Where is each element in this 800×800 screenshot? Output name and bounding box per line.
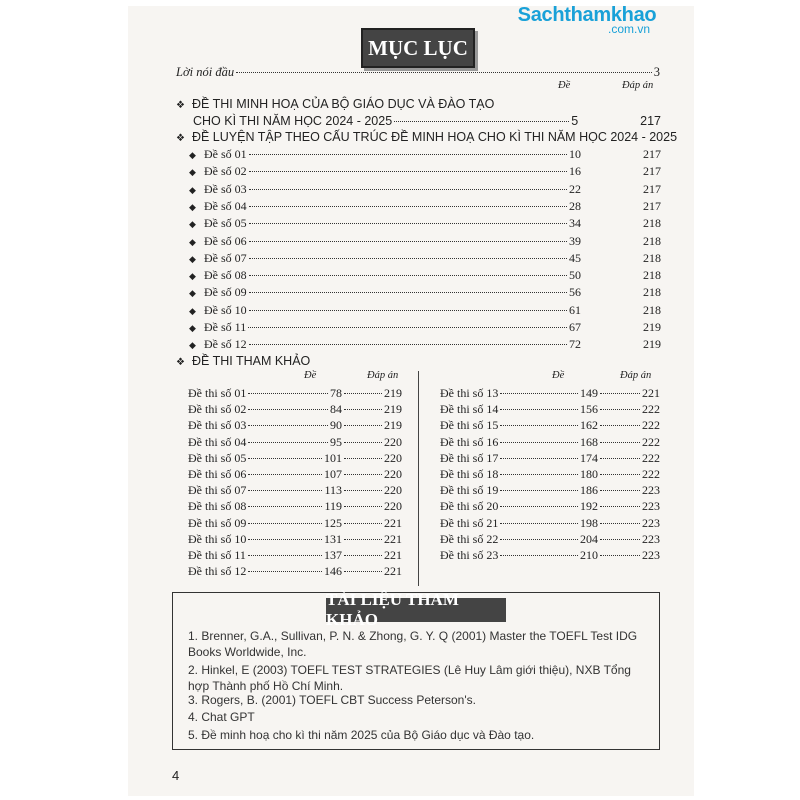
diamond-bullet-icon: ❖: [176, 133, 185, 144]
dot-leader: [344, 522, 382, 524]
section3-left-item-row: [188, 386, 402, 401]
section3-title: [176, 354, 310, 368]
section2-item-label: Đề số 04: [204, 198, 247, 213]
section3-right-item-dapan: 223: [642, 499, 660, 514]
section3-right-item-row: [440, 402, 660, 417]
dot-leader: [248, 326, 567, 328]
section3-left-item-label: Đề thi số 01: [188, 386, 247, 400]
reference-item-4: 4. Chat GPT: [188, 710, 255, 724]
section3-right-item-de: 186: [580, 483, 598, 498]
section3-left-item-dapan: 219: [384, 402, 402, 417]
dot-leader: [248, 538, 322, 540]
section2-item-row: [204, 268, 661, 283]
section3-right-item-label: Đề thi số 15: [440, 418, 499, 433]
diamond-bullet-icon: ❖: [176, 100, 185, 111]
section1-de: 5: [571, 114, 579, 128]
dot-leader: [500, 554, 578, 556]
dot-leader: [249, 170, 567, 172]
section3-right-item-dapan: 223: [642, 483, 660, 498]
section3-right-item-de: 149: [580, 386, 598, 400]
dot-leader: [500, 505, 578, 507]
section3-left-item-de: 101: [324, 450, 342, 465]
section2-item-de: 22: [569, 181, 581, 196]
section3-right-item-row: [440, 435, 660, 450]
section2-item-row: [204, 147, 661, 162]
reference-item-5: 5. Đề minh hoạ cho kì thi năm 2025 của Bộ Giáo dục và Đào tạo.: [188, 728, 535, 742]
watermark-main: Sachthamkhao: [517, 4, 657, 26]
dot-leader: [600, 554, 640, 556]
diamond-bullet-icon: ◆: [189, 253, 196, 264]
section1-line1: ĐỀ THI MINH HOẠ CỦA BỘ GIÁO DỤC VÀ ĐÀO TẠO: [191, 97, 495, 111]
dot-leader: [500, 457, 578, 459]
section2-item-de: 50: [569, 268, 581, 283]
section2-item-dapan: 218: [643, 268, 661, 283]
section3-right-item-dapan: 222: [642, 402, 660, 417]
section2-item-dapan: 217: [643, 147, 661, 161]
references-title: TÀI LIỆU THAM KHẢO: [326, 598, 506, 622]
dot-leader: [600, 457, 640, 459]
section3-right-item-dapan: 223: [642, 548, 660, 562]
dot-leader: [600, 538, 640, 540]
dot-leader: [500, 441, 578, 443]
section2-item-row: [204, 251, 661, 266]
dot-leader: [248, 473, 322, 475]
dot-leader: [248, 441, 328, 443]
section3-right-item-label: Đề thi số 16: [440, 434, 499, 449]
dot-leader: [600, 473, 640, 475]
section2-item-de: 56: [569, 285, 581, 300]
dot-leader: [600, 505, 640, 507]
dot-leader: [600, 441, 640, 443]
dot-leader: [394, 120, 569, 122]
section3-right-item-de: 198: [580, 515, 598, 530]
section2-item-de: 45: [569, 250, 581, 265]
dot-leader: [500, 538, 578, 540]
section3-left-item-de: 125: [324, 515, 342, 530]
section2-item-de: 72: [569, 337, 581, 352]
section3-left-item-de: 119: [324, 499, 342, 514]
section3-left-item-row: [188, 418, 402, 433]
section3-right-item-label: Đề thi số 22: [440, 531, 499, 546]
section2-item-label: Đề số 12: [204, 337, 247, 352]
section2-item-label: Đề số 05: [204, 216, 247, 231]
section3-left-item-dapan: 221: [384, 548, 402, 562]
dot-leader: [249, 343, 567, 345]
watermark-logo: [512, 4, 662, 36]
section3-right-item-label: Đề thi số 18: [440, 467, 499, 481]
section3-left-item-dapan: 220: [384, 450, 402, 465]
section2-item-label: Đề số 10: [204, 302, 247, 317]
section2-item-de: 28: [569, 198, 581, 213]
watermark-sub: .com.vn: [607, 22, 650, 36]
section3-right-item-row: [440, 532, 660, 547]
section2-title-text: ĐỀ LUYỆN TẬP THEO CẤU TRÚC ĐỀ MINH HOẠ CHO KÌ THI NĂM HỌC 2024 - 2025: [191, 130, 678, 144]
section3-right-item-label: Đề thi số 20: [440, 499, 499, 514]
section3-left-item-label: Đề thi số 12: [188, 564, 247, 579]
section2-item-de: 67: [569, 320, 581, 334]
dot-leader: [500, 489, 578, 491]
section2-item-row: [204, 164, 661, 179]
section1-dapan: 217: [640, 114, 661, 128]
section2-title: [176, 130, 677, 144]
section3-right-item-dapan: 223: [642, 531, 660, 546]
dot-leader: [344, 473, 382, 475]
section3-left-item-de: 113: [324, 483, 342, 498]
section3-left-item-label: Đề thi số 06: [188, 467, 247, 481]
section3-left-item-row: [188, 402, 402, 417]
section3-right-item-de: 192: [580, 499, 598, 514]
section3-right-item-label: Đề thi số 19: [440, 483, 499, 498]
section2-item-row: [204, 337, 661, 352]
dot-leader: [249, 222, 567, 224]
diamond-bullet-icon: ◆: [189, 236, 196, 247]
section1-title: [176, 97, 494, 111]
section2-item-label: Đề số 01: [204, 147, 247, 161]
section2-item-de: 39: [569, 233, 581, 248]
section3-right-item-row: [440, 418, 660, 433]
section3-right-item-row: [440, 483, 660, 498]
section3-left-item-dapan: 221: [384, 531, 402, 546]
section3-left-item-row: [188, 467, 402, 482]
section1-line2: CHO KÌ THI NĂM HỌC 2024 - 2025: [193, 114, 393, 128]
toc-intro-page: 3: [653, 65, 660, 79]
section3-left-item-de: 146: [324, 564, 342, 579]
section3-left-item-de: 84: [330, 402, 342, 417]
dot-leader: [249, 274, 567, 276]
section3-right-item-row: [440, 451, 660, 466]
section1-entry: [193, 114, 661, 128]
dot-leader: [248, 392, 328, 394]
section3-left-item-row: [188, 564, 402, 579]
diamond-bullet-icon: ❖: [176, 357, 185, 368]
dot-leader: [344, 392, 382, 394]
page-number: 4: [172, 768, 180, 783]
section2-item-dapan: 219: [643, 320, 661, 334]
diamond-bullet-icon: ◆: [189, 184, 196, 195]
page-title: MỤC LỤC: [361, 28, 475, 68]
section3-right-item-de: 174: [580, 450, 598, 465]
section3-left-item-de: 95: [330, 434, 342, 449]
section3-left-item-dapan: 220: [384, 483, 402, 498]
section3-left-item-dapan: 221: [384, 564, 402, 579]
header-dapan: Đáp án: [622, 80, 654, 91]
section3-left-item-de: 90: [330, 418, 342, 433]
section3-left-item-row: [188, 451, 402, 466]
section3-right-item-dapan: 223: [642, 515, 660, 530]
dot-leader: [600, 424, 640, 426]
header-dapan-right: Đáp án: [620, 370, 652, 381]
section2-item-row: [204, 199, 661, 214]
dot-leader: [249, 153, 567, 155]
section3-left-item-label: Đề thi số 05: [188, 450, 247, 465]
section3-right-item-row: [440, 548, 660, 563]
dot-leader: [248, 457, 322, 459]
dot-leader: [500, 522, 578, 524]
section3-right-item-dapan: 222: [642, 418, 660, 433]
diamond-bullet-icon: ◆: [189, 150, 196, 160]
dot-leader: [600, 489, 640, 491]
section3-right-item-de: 168: [580, 434, 598, 449]
section2-item-row: [204, 285, 661, 300]
toc-intro: [176, 65, 660, 80]
diamond-bullet-icon: ◆: [189, 271, 196, 282]
section2-item-dapan: 218: [643, 285, 661, 300]
section3-left-item-row: [188, 483, 402, 498]
section3-right-item-row: [440, 467, 660, 482]
dot-leader: [248, 505, 322, 507]
section3-left-item-row: [188, 499, 402, 514]
dot-leader: [344, 457, 382, 459]
section3-left-item-dapan: 220: [384, 499, 402, 514]
section3-right-item-de: 210: [580, 548, 598, 562]
section2-item-row: [204, 216, 661, 231]
column-divider: [418, 371, 419, 586]
section2-item-row: [204, 182, 661, 197]
section3-right-item-dapan: 221: [642, 386, 660, 400]
section3-left-item-label: Đề thi số 07: [188, 483, 247, 498]
section2-item-label: Đề số 02: [204, 164, 247, 179]
diamond-bullet-icon: ◆: [189, 305, 196, 316]
dot-leader: [248, 554, 322, 556]
dot-leader: [249, 309, 567, 311]
header-de-right: Đề: [552, 370, 565, 381]
section3-left-item-label: Đề thi số 08: [188, 499, 247, 514]
section3-right-item-row: [440, 386, 660, 401]
header-dapan-left: Đáp án: [367, 370, 399, 381]
section3-left-item-row: [188, 548, 402, 563]
dot-leader: [600, 522, 640, 524]
section3-left-item-dapan: 219: [384, 418, 402, 433]
section3-right-item-dapan: 222: [642, 450, 660, 465]
dot-leader: [500, 473, 578, 475]
section2-item-label: Đề số 11: [204, 320, 247, 334]
section2-item-de: 16: [569, 164, 581, 179]
diamond-bullet-icon: ◆: [189, 167, 196, 178]
toc-intro-label: Lời nói đầu: [176, 65, 235, 79]
reference-item-1: 1. Brenner, G.A., Sullivan, P. N. & Zhong, G. Y. Q (2001) Master the TOEFL Test IDG Books Worldwide, Inc.: [188, 629, 638, 659]
dot-leader: [344, 408, 382, 410]
dot-leader: [500, 408, 578, 410]
section3-left-item-label: Đề thi số 10: [188, 531, 247, 546]
section3-left-item-label: Đề thi số 04: [188, 434, 247, 449]
dot-leader: [248, 489, 322, 491]
dot-leader: [344, 441, 382, 443]
section2-item-dapan: 218: [643, 233, 661, 248]
section3-right-item-de: 180: [580, 467, 598, 481]
header-de: Đề: [558, 80, 571, 91]
diamond-bullet-icon: ◆: [189, 201, 196, 212]
section3-left-item-de: 131: [324, 531, 342, 546]
section3-left-item-dapan: 220: [384, 434, 402, 449]
section2-item-dapan: 217: [643, 164, 661, 179]
section2-item-dapan: 218: [643, 216, 661, 231]
section2-item-de: 10: [569, 147, 581, 161]
reference-item-2: 2. Hinkel, E (2003) TOEFL TEST STRATEGIES (Lê Huy Lâm giới thiệu), NXB Tổng hợp Thành phố Hồ Chí Minh.: [188, 663, 631, 693]
section3-left-item-row: [188, 532, 402, 547]
dot-leader: [344, 424, 382, 426]
section3-left-item-dapan: 221: [384, 515, 402, 530]
section3-left-item-row: [188, 516, 402, 531]
dot-leader: [249, 257, 567, 259]
dot-leader: [344, 505, 382, 507]
section3-left-item-label: Đề thi số 03: [188, 418, 247, 433]
section2-item-label: Đề số 08: [204, 268, 247, 283]
section3-right-item-row: [440, 516, 660, 531]
section3-left-item-de: 78: [330, 386, 342, 400]
header-de-left: Đề: [304, 370, 317, 381]
section2-item-row: [204, 320, 661, 335]
section3-right-item-label: Đề thi số 14: [440, 402, 499, 417]
diamond-bullet-icon: ◆: [189, 323, 196, 333]
dot-leader: [249, 205, 567, 207]
section3-left-item-dapan: 219: [384, 386, 402, 400]
section2-item-row: [204, 303, 661, 318]
section2-item-label: Đề số 07: [204, 250, 247, 265]
section3-right-item-label: Đề thi số 21: [440, 515, 499, 530]
dot-leader: [249, 291, 567, 293]
section3-right-item-de: 156: [580, 402, 598, 417]
dot-leader: [248, 522, 322, 524]
section2-item-label: Đề số 03: [204, 181, 247, 196]
dot-leader: [248, 424, 328, 426]
reference-item-3: 3. Rogers, B. (2001) TOEFL CBT Success Peterson's.: [188, 693, 476, 707]
diamond-bullet-icon: ◆: [189, 288, 196, 299]
section3-title-text: ĐỀ THI THAM KHẢO: [191, 354, 311, 368]
section3-left-item-de: 107: [324, 467, 342, 481]
dot-leader: [344, 570, 382, 572]
dot-leader: [249, 188, 567, 190]
section2-item-de: 34: [569, 216, 581, 231]
section3-right-item-label: Đề thi số 17: [440, 450, 499, 465]
section2-item-row: [204, 234, 661, 249]
diamond-bullet-icon: ◆: [189, 219, 196, 230]
section3-right-item-dapan: 222: [642, 467, 660, 481]
section3-left-item-label: Đề thi số 11: [188, 548, 246, 562]
section2-item-dapan: 218: [643, 250, 661, 265]
section2-item-de: 61: [569, 302, 581, 317]
dot-leader: [500, 424, 578, 426]
section3-right-item-label: Đề thi số 23: [440, 548, 499, 562]
section3-right-item-row: [440, 499, 660, 514]
section3-right-item-de: 162: [580, 418, 598, 433]
dot-leader: [344, 554, 382, 556]
section3-left-item-de: 137: [324, 548, 342, 562]
dot-leader: [344, 489, 382, 491]
dot-leader: [248, 570, 322, 572]
section3-left-item-dapan: 220: [384, 467, 402, 481]
section3-right-item-de: 204: [580, 531, 598, 546]
section3-left-item-label: Đề thi số 09: [188, 515, 247, 530]
section3-left-item-row: [188, 435, 402, 450]
dot-leader: [248, 408, 328, 410]
section2-item-dapan: 218: [643, 302, 661, 317]
section2-item-dapan: 217: [643, 198, 661, 213]
section2-item-dapan: 217: [643, 181, 661, 196]
dot-leader: [236, 71, 652, 73]
section3-right-item-dapan: 222: [642, 434, 660, 449]
section2-item-label: Đề số 06: [204, 233, 247, 248]
diamond-bullet-icon: ◆: [189, 340, 196, 351]
section3-right-item-label: Đề thi số 13: [440, 386, 499, 400]
section3-left-item-label: Đề thi số 02: [188, 402, 247, 417]
dot-leader: [344, 538, 382, 540]
dot-leader: [600, 408, 640, 410]
dot-leader: [249, 240, 567, 242]
dot-leader: [500, 392, 578, 394]
section2-item-dapan: 219: [643, 337, 661, 352]
section2-item-label: Đề số 09: [204, 285, 247, 300]
dot-leader: [600, 392, 640, 394]
